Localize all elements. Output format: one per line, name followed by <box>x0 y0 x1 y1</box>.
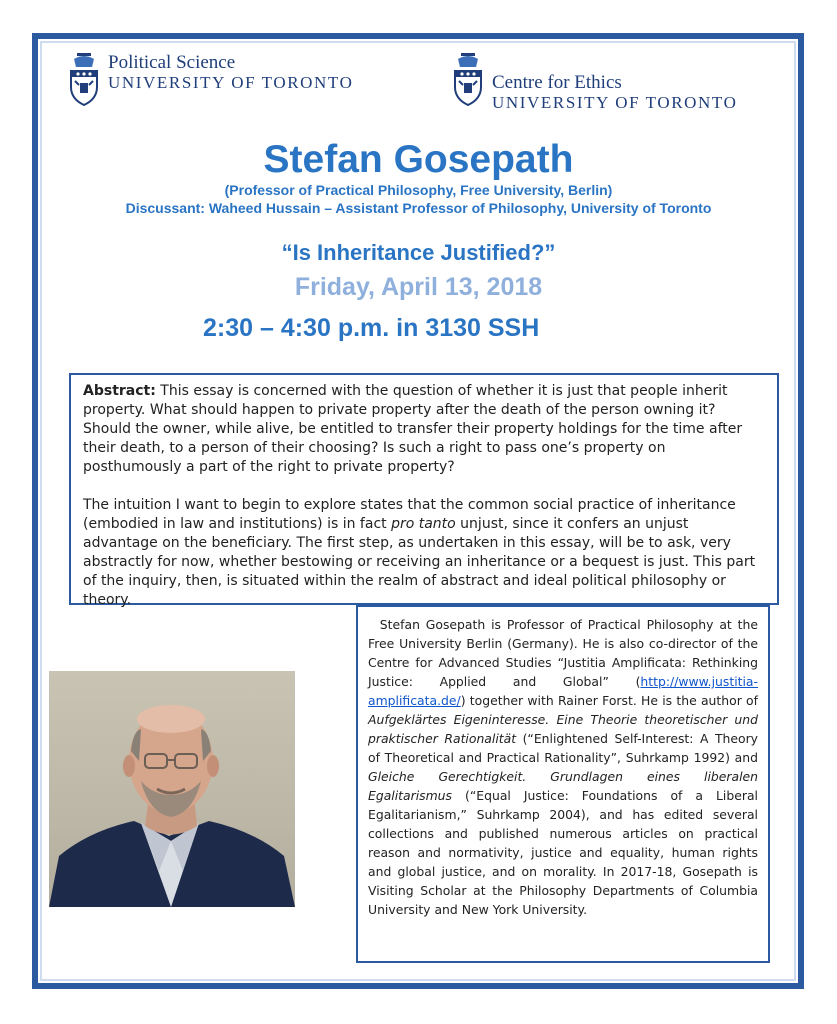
uoft-crest-icon <box>68 53 100 107</box>
discussant-line: Discussant: Waheed Hussain – Assistant Professor of Philosophy, University of Toronto <box>125 200 712 216</box>
speaker-portrait-image <box>49 671 295 907</box>
bio-book-title-2: Gleiche Gerechtigkeit. Grundlagen eines liberalen Egalitarismus <box>368 769 758 803</box>
centre-for-ethics-logo <box>452 53 738 113</box>
speaker-bio-box <box>356 605 770 963</box>
abstract-paragraph-1 <box>83 382 765 477</box>
political-science-logo <box>68 53 354 107</box>
abstract-emphasis: pro tanto <box>391 516 456 532</box>
logo-university-name: UNIVERSITY OF TORONTO <box>108 73 354 92</box>
speaker-photo <box>49 671 295 907</box>
speaker-affiliation: (Professor of Practical Philosophy, Free University, Berlin) <box>224 182 613 198</box>
logo-university-name: UNIVERSITY OF TORONTO <box>492 93 738 112</box>
abstract-text-1: This essay is concerned with the question of whether it is just that people inherit property. What should happen to private property after the death of the person owning it? Should the owner, while alive, be entitled to transfer their property holdings for the time after their death, to a person of their choosing? Is such a right to pass one’s property on posthumously a part of the right to private property? <box>83 383 743 475</box>
abstract-label: Abstract: <box>83 383 156 399</box>
speaker-name: Stefan Gosepath <box>263 138 574 181</box>
abstract-text-2a: The intuition I want to begin to explore states that the common social practice of inheritance (embodied in law and institutions) is in fact <box>83 497 736 532</box>
uoft-crest-icon <box>452 53 484 107</box>
logo-department-name: Political Science <box>108 52 236 73</box>
event-time-location: 2:30 – 4:30 p.m. in 3130 SSH <box>203 314 540 342</box>
bio-text-2: ) together with Rainer Forst. He is the author of <box>460 693 758 708</box>
bio-text-3: (“Enlightened Self-Interest: A Theory of Theoretical and Practical Rationality”, Suhrkamp 1992) and <box>368 731 758 765</box>
talk-title: “Is Inheritance Justified?” <box>281 240 556 265</box>
justitia-website-link[interactable]: http://www.justitia-amplificata.de/ <box>368 674 758 708</box>
event-date: Friday, April 13, 2018 <box>294 273 543 301</box>
abstract-box <box>69 373 779 608</box>
abstract-paragraph-2 <box>83 496 765 610</box>
bio-book-title-1: Aufgeklärtes Eigeninteresse. Eine Theorie theoretischer und praktischer Rationalität <box>368 712 758 746</box>
bio-text-4: (“Equal Justice: Foundations of a Liberal Egalitarianism,” Suhrkamp 2004), and has edited several collections and published numerous articles on practical reason and normativity, justice and equality, human rights and global justice, and on morality. In 2017-18, Gosepath is Visiting Scholar at the Philosophy Departments of Columbia University and New York University. <box>368 788 758 917</box>
logo-centre-name: Centre for Ethics <box>492 72 622 93</box>
bio-text-1: Stefan Gosepath is Professor of Practical Philosophy at the Free University Berlin (Germany). He is also co-director of the Centre for Advanced Studies “Justitia Amplificata: Rethinking Justice: Applied and Global” ( <box>368 617 758 689</box>
abstract-text-2b: unjust, since it confers an unjust advantage on the beneficiary. The first step, as undertaken in this essay, will be to ask, very abstractly for now, whether bestowing or receiving an inheritance or a bequest is just. This part of the inquiry, then, is situated within the realm of abstract and ideal political philosophy or theory. <box>83 516 756 608</box>
